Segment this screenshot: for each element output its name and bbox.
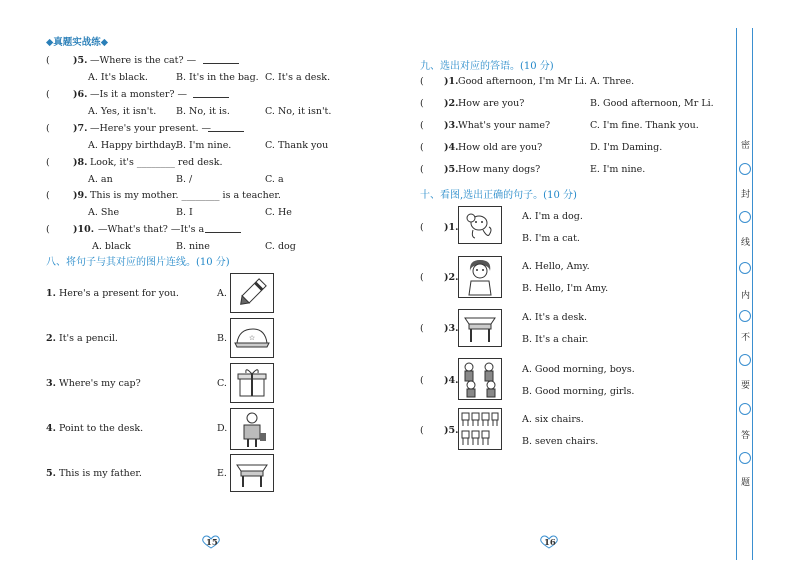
match-text: This is my father. [55,468,142,479]
option: B. nine [176,241,210,252]
question-paren: ( [46,55,50,66]
seal-circle [739,452,751,464]
option: A. Yes, it isn't. [88,106,157,117]
picq-option-b: B. It's a chair. [522,334,589,345]
response-question: How old are you? [458,142,543,153]
seal-char: 要 [741,381,751,391]
match-number: 1. [46,288,56,299]
seal-char: 不 [741,333,751,343]
chairs-icon [458,408,502,450]
question-paren: ( [46,157,50,168]
response-answer: A. Three. [590,76,635,87]
svg-text:☆: ☆ [248,334,256,342]
match-letter: C. [217,378,227,389]
option: A. It's black. [88,72,148,83]
match-sentence [46,333,118,344]
option: C. He [265,207,292,218]
question-number: )5. [73,55,88,66]
picq-paren: ( [420,425,424,436]
picq-paren: ( [420,323,424,334]
response-number: )4. [444,142,459,153]
option: A. She [88,207,120,218]
seal-circle [739,211,751,223]
seal-char: 线 [741,238,751,248]
match-sentence [46,288,179,299]
question-number: )8. [73,157,88,168]
seal-char: 题 [741,478,751,488]
question-number: )10. [73,224,95,235]
option: C. No, it isn't. [265,106,332,117]
desk-icon [230,454,274,492]
picq-number: )3. [444,323,459,334]
answer-blank[interactable] [205,224,241,233]
response-question: What's your name? [458,120,551,131]
picq-option-a: A. I'm a dog. [522,211,583,222]
match-number: 3. [46,378,56,389]
picq-number: )4. [444,375,459,386]
crayon-icon [230,273,274,313]
question-paren: ( [46,224,50,235]
option: C. a [265,174,284,185]
page-number-left: 15 [206,538,218,548]
seal-circle [739,163,751,175]
match-sentence [46,423,143,434]
response-question: How many dogs? [458,164,541,175]
cap-icon [230,318,274,358]
picq-number: )5. [444,425,459,436]
response-paren: ( [420,120,424,131]
match-letter: B. [217,333,228,344]
page-number-right: 16 [544,538,556,548]
seal-circle [739,403,751,415]
match-letter: A. [217,288,227,299]
response-number: )2. [444,98,459,109]
match-sentence [46,378,141,389]
banner-title: ◆真题实战练◆ [46,37,109,48]
seal-char: 封 [741,190,751,200]
option: A. black [92,241,131,252]
option: B. It's in the bag. [176,72,259,83]
question-number: )6. [73,89,88,100]
response-answer: E. I'm nine. [590,164,646,175]
seal-line-left [736,28,737,560]
picq-number: )1. [444,222,459,233]
option: B. I [176,207,193,218]
question-text: —Here's your present. — [90,123,212,134]
picq-option-a: A. Good morning, boys. [522,364,635,375]
answer-blank[interactable] [203,55,239,64]
response-question: How are you? [458,98,525,109]
option: C. It's a desk. [265,72,331,83]
seal-char: 答 [741,431,751,441]
question-paren: ( [46,123,50,134]
picq-option-b: B. Good morning, girls. [522,386,635,397]
picq-number: )2. [444,272,459,283]
seal-circle [739,354,751,366]
picq-option-a: A. six chairs. [522,414,584,425]
picq-option-b: B. I'm a cat. [522,233,580,244]
answer-blank[interactable] [193,89,229,98]
response-number: )3. [444,120,459,131]
response-paren: ( [420,76,424,87]
option: A. an [88,174,113,185]
section-9-title: 九、选出对应的答语。(10 分) [420,61,554,72]
match-text: Point to the desk. [55,423,144,434]
question-number: )9. [73,190,88,201]
response-paren: ( [420,142,424,153]
question-number: )7. [73,123,88,134]
seal-char: 密 [741,141,751,151]
response-paren: ( [420,164,424,175]
picq-option-a: A. It's a desk. [522,312,588,323]
option: B. I'm nine. [176,140,232,151]
response-number: )1. [444,76,459,87]
match-sentence [46,468,142,479]
response-answer: B. Good afternoon, Mr Li. [590,98,714,109]
match-text: Where's my cap? [55,378,141,389]
question-paren: ( [46,190,50,201]
response-answer: C. I'm fine. Thank you. [590,120,699,131]
option: C. Thank you [265,140,329,151]
match-text: Here's a present for you. [55,288,179,299]
boys-icon [458,358,502,400]
picq-option-a: A. Hello, Amy. [522,261,590,272]
picq-paren: ( [420,222,424,233]
picq-option-b: B. Hello, I'm Amy. [522,283,609,294]
girl-icon [458,256,502,298]
section-10-title: 十、看图,选出正确的句子。(10 分) [420,190,577,201]
answer-blank[interactable] [208,123,244,132]
match-letter: E. [217,468,227,479]
option: C. dog [265,241,296,252]
match-letter: D. [217,423,228,434]
picq-paren: ( [420,272,424,283]
response-paren: ( [420,98,424,109]
response-question: Good afternoon, I'm Mr Li. [458,76,588,87]
option: B. No, it is. [176,106,230,117]
response-number: )5. [444,164,459,175]
question-text: —Where is the cat? — [90,55,197,66]
match-text: It's a pencil. [55,333,118,344]
seal-line-right [752,28,753,560]
match-number: 5. [46,468,56,479]
question-text: —Is it a monster? — [90,89,188,100]
father-icon [230,408,274,450]
match-number: 2. [46,333,56,344]
question-text: This is my mother. ________ is a teacher. [90,190,281,201]
seal-circle [739,262,751,274]
picq-option-b: B. seven chairs. [522,436,599,447]
desk-picture-icon [458,309,502,347]
match-number: 4. [46,423,56,434]
question-text: —What's that? —It's a [98,224,205,235]
dog-icon [458,206,502,244]
seal-circle [739,310,751,322]
section-8-title: 八、将句子与其对应的图片连线。(10 分) [46,257,230,268]
picq-paren: ( [420,375,424,386]
option: A. Happy birthday. [88,140,178,151]
question-paren: ( [46,89,50,100]
response-answer: D. I'm Daming. [590,142,663,153]
question-text: Look, it's ________ red desk. [90,157,223,168]
option: B. / [176,174,193,185]
seal-char: 内 [741,291,751,301]
gift-box-icon [230,363,274,403]
